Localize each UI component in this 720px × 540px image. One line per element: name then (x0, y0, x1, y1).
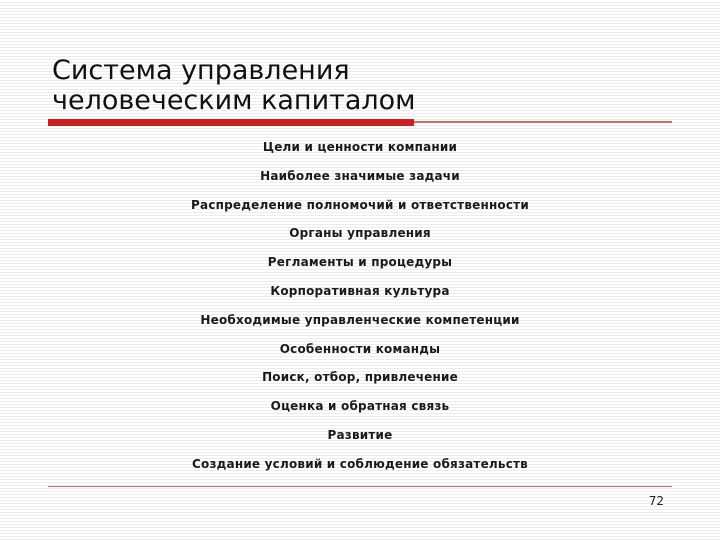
list-item: Органы управления (289, 226, 431, 241)
footer-rule (48, 486, 672, 487)
slide-title (52, 56, 672, 116)
list-item: Оценка и обратная связь (270, 399, 450, 414)
slide-title-line-1: Система управления (52, 55, 350, 86)
list-item: Распределение полномочий и ответственности (191, 197, 529, 212)
list-item: Наиболее значимые задачи (260, 168, 460, 183)
list-item: Регламенты и процедуры (267, 255, 453, 270)
list-item: Создание условий и соблюдение обязательств (192, 456, 528, 471)
component-list (48, 133, 672, 479)
title-underline-accent (48, 119, 414, 126)
slide-title-line-2: человеческим капиталом (52, 85, 416, 116)
page-number: 72 (648, 494, 664, 508)
list-item: Цели и ценности компании (262, 140, 458, 154)
list-item: Поиск, отбор, привлечение (262, 370, 458, 385)
list-item: Необходимые управленческие компетенции (200, 312, 520, 327)
list-item: Развитие (327, 427, 393, 442)
list-item: Особенности команды (279, 341, 441, 356)
title-underline-rule (414, 121, 672, 123)
list-item: Корпоративная культура (270, 283, 450, 298)
